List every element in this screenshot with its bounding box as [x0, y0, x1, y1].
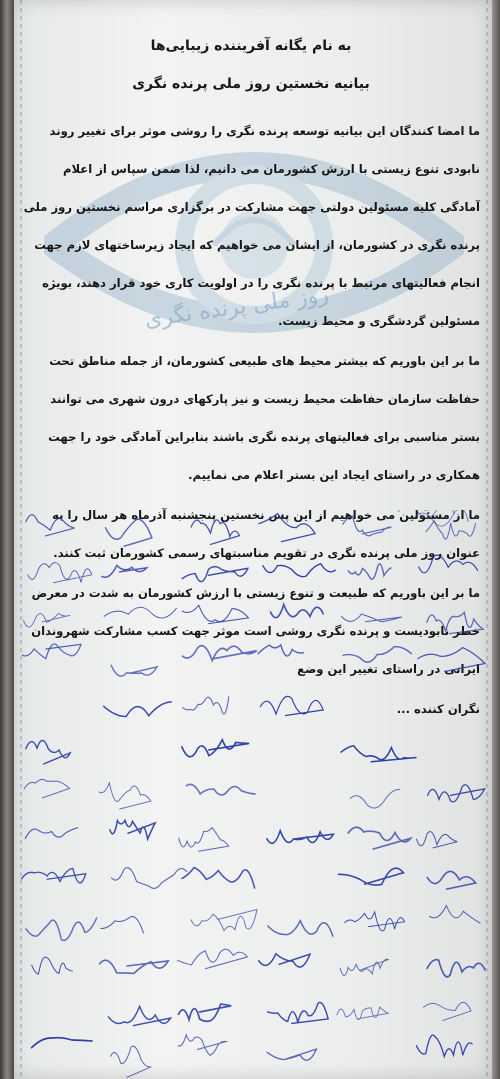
handwritten-signature — [191, 520, 239, 544]
handwritten-signature — [271, 605, 324, 618]
handwritten-signature — [28, 563, 92, 583]
handwritten-signature — [32, 957, 73, 974]
handwritten-signature — [341, 614, 401, 622]
handwritten-signature — [343, 516, 392, 536]
handwritten-signature — [179, 828, 229, 852]
handwritten-signature — [22, 644, 81, 659]
handwritten-signature — [182, 740, 249, 757]
watermark-caption: روز ملی پرنده نگری — [143, 282, 331, 333]
handwritten-signature — [178, 1035, 226, 1056]
handwritten-signature — [426, 521, 476, 539]
handwritten-signature — [259, 954, 310, 967]
handwritten-signature — [417, 1035, 473, 1056]
handwritten-signature — [32, 1038, 92, 1048]
statement-paragraph: ما از مسئولین می خواهیم از این پس نخستین پنجشنبه آذرماه هر سال را به عنوان روز ملی پرنده نگری در تقویم مناسبتهای رسمی کشورمان ثبت کنند. — [52, 508, 480, 560]
handwritten-signature — [350, 789, 400, 808]
handwritten-signature — [258, 645, 303, 656]
statement-paragraph: نگران کننده ... — [396, 702, 480, 716]
statement-paragraph: ما بر این باوریم که طبیعت و تنوع زیستی با ارزش کشورمان به شدت در معرض خطر نابودیست و پرنده نگری روشی است موثر جهت کسب مشارکت شهروندان ایرانی در راستای تغییر این وضع — [31, 586, 480, 676]
handwritten-signature — [25, 828, 78, 839]
statement-paragraph: ما امضا کنندگان این بیانیه توسعه پرنده نگری را روشی موثر برای تغییر روند نابودی تنوع زیستی با ارزش کشورمان می دانیم، لذا ضمن سپاس از اعلام آمادگی کلیه مسئولین دولتی جهت مشارکت در برگزاری مراسم نخستین روز ملی پرنده نگری در کشورمان، از ایشان می خواهیم که ایجاد زیرساختهای لازم جهت انجام فعالیتهای مرتبط با پرنده نگری را در اولویت کاری خود قرار دهند، بویژه مسئولین گردشگری و محیط زیست. — [23, 124, 480, 328]
handwritten-signature — [427, 960, 485, 977]
handwritten-signature — [427, 613, 483, 634]
handwritten-signature — [182, 567, 248, 582]
signatures-area — [14, 510, 492, 1079]
handwritten-signature — [182, 868, 255, 889]
handwritten-signature — [106, 519, 152, 546]
handwritten-signature — [345, 912, 405, 931]
handwritten-signature — [428, 785, 485, 802]
handwritten-signature — [26, 918, 97, 940]
banner-pole-right — [492, 0, 500, 1079]
handwritten-signature — [268, 921, 333, 936]
handwritten-signature — [348, 564, 391, 579]
handwritten-signature — [424, 1002, 472, 1020]
handwritten-signature — [179, 1004, 232, 1021]
handwritten-signature — [101, 917, 144, 933]
handwritten-signature — [260, 696, 323, 715]
handwritten-signature — [26, 740, 70, 764]
handwritten-signature — [182, 605, 248, 623]
handwritten-signature — [340, 959, 388, 975]
handwritten-signature — [339, 868, 404, 885]
handwritten-signature — [111, 1046, 152, 1077]
handwritten-signature — [104, 702, 172, 717]
handwritten-signature — [111, 665, 157, 676]
handwritten-signature — [26, 515, 75, 536]
handwritten-signature — [343, 647, 411, 662]
handwritten-signature — [191, 910, 257, 931]
handwritten-signature — [267, 1049, 316, 1060]
handwritten-signature — [109, 1006, 171, 1025]
handwritten-signature — [100, 960, 169, 973]
document-subtitle: بیانیه نخستین روز ملی پرنده نگری — [132, 76, 370, 92]
handwritten-signature — [183, 697, 229, 714]
handwritten-signature — [187, 784, 255, 795]
document-title: به نام یگانه آفریننده زیبایی‌ها — [150, 38, 352, 54]
handwritten-signature — [21, 868, 85, 883]
handwritten-signature — [183, 646, 257, 661]
handwritten-signature — [99, 783, 151, 809]
handwritten-signature — [110, 820, 155, 839]
handwritten-signature — [417, 832, 458, 848]
handwritten-signature — [430, 906, 481, 924]
handwritten-signature — [263, 564, 335, 577]
banner-pole-left — [0, 0, 14, 1079]
handwritten-signature — [267, 831, 334, 844]
handwritten-signature — [24, 779, 69, 798]
handwritten-signature — [337, 1007, 388, 1019]
handwritten-signature — [102, 565, 147, 577]
handwritten-signature — [427, 871, 475, 889]
statement-paragraph: ما بر این باوریم که بیشتر محیط های طبیعی کشورمان، از جمله مناطق تحت حفاظت سازمان حفاظت محیط زیست و نیز پارکهای درون شهری می توانند بستر مناسبی برای فعالیتهای پرنده نگری باشند بنابراین آمادگی خود را جهت همکاری در راستای ایجاد این بستر اعلام می نماییم. — [48, 354, 480, 482]
handwritten-signature — [348, 827, 410, 849]
handwritten-signature — [412, 510, 468, 526]
handwritten-signature — [418, 648, 485, 672]
handwritten-signature — [112, 868, 187, 889]
handwritten-signature — [268, 1002, 329, 1023]
handwritten-signature — [104, 607, 176, 618]
handwritten-signature — [341, 746, 416, 762]
petition-banner — [14, 0, 492, 1079]
handwritten-signature — [259, 514, 315, 542]
handwritten-signature — [419, 555, 478, 573]
handwritten-signature — [24, 613, 71, 627]
handwritten-signature — [178, 949, 248, 968]
